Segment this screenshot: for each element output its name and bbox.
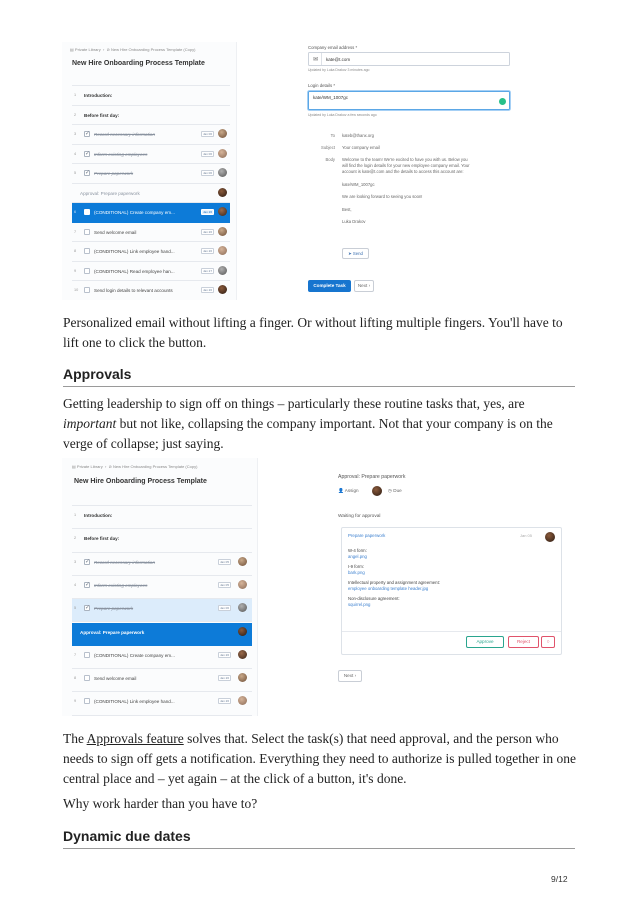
task-number: 6 <box>74 210 77 214</box>
user-icon: 👤 <box>338 488 344 493</box>
task-list <box>72 505 252 716</box>
task-number: 8 <box>74 676 77 681</box>
mail-body-line: Luka Drakov <box>342 218 366 224</box>
task-row[interactable] <box>72 576 252 599</box>
task-checkbox[interactable] <box>84 652 90 658</box>
card-date: Jan 05 <box>520 533 533 538</box>
chevron-right-icon: › <box>368 283 371 288</box>
page-number: 9/12 <box>551 874 568 884</box>
assignee-avatar <box>372 486 382 496</box>
send-icon: ➤ <box>348 251 352 256</box>
task-row[interactable] <box>72 623 252 646</box>
form-item-file-link[interactable]: employee onboarding template header.jpg <box>348 586 429 591</box>
form-item-label: Non-disclosure agreement: <box>348 596 400 601</box>
login-field[interactable] <box>308 91 510 110</box>
paragraph-email: Personalized email without lifting a finger. Or without lifting multiple fingers. You'll have to lift one to click the button. <box>63 315 563 350</box>
due-date-badge[interactable]: Jan 27 <box>202 268 212 273</box>
email-field[interactable] <box>308 52 510 66</box>
task-label: Send welcome email <box>94 676 137 682</box>
assignee-avatar <box>238 580 247 589</box>
task-checkbox[interactable] <box>84 698 90 704</box>
task-number: 2 <box>74 112 77 117</box>
breadcrumb: ▤ Private Library › ⊘ New Hire Onboarding Process Template (Copy) <box>72 464 198 469</box>
task-checkbox[interactable] <box>84 582 90 588</box>
form-item-file-link[interactable]: bark.png <box>348 570 365 575</box>
task-number: 4 <box>74 151 77 156</box>
task-label: Inform existing employees <box>94 151 148 157</box>
task-number: 7 <box>74 229 77 234</box>
due-control[interactable]: ◷ Due <box>388 488 402 493</box>
assignee-avatar <box>238 603 247 612</box>
due-date-badge[interactable]: Jan 06 <box>219 606 229 611</box>
assignee-avatar <box>218 168 227 177</box>
task-checkbox[interactable] <box>84 170 90 176</box>
task-label: Before first day: <box>84 112 120 118</box>
due-date-badge[interactable]: Jan 06 <box>202 151 212 156</box>
task-checkbox[interactable] <box>84 151 90 157</box>
form-item-file-link[interactable]: squirrel.png <box>348 602 371 607</box>
task-label: Send welcome email <box>94 229 137 235</box>
breadcrumb: ▤ Private Library › ⊘ New Hire Onboarding Process Template (Copy) <box>70 47 196 52</box>
task-label: Introduction: <box>84 93 113 98</box>
task-checkbox[interactable] <box>84 268 90 274</box>
task-label: Before first day: <box>84 536 120 542</box>
screenshot-approvals <box>62 458 567 716</box>
mail-body-line: account is kate@t.com and the details to access this account are: <box>342 169 464 175</box>
task-row[interactable] <box>72 646 252 669</box>
assignee-avatar <box>218 149 227 158</box>
mail-body <box>342 157 512 225</box>
task-number: 3 <box>74 559 77 564</box>
due-date-badge[interactable]: Jan 26 <box>219 676 229 681</box>
breadcrumb-template[interactable]: New Hire Onboarding Process Template (Copy) <box>111 47 196 52</box>
form-item-label: W-4 form: <box>348 548 367 553</box>
task-row[interactable] <box>72 669 252 692</box>
due-date-badge[interactable]: Jan 05 <box>219 559 229 564</box>
task-row[interactable] <box>72 262 230 282</box>
task-checkbox[interactable] <box>84 209 90 215</box>
login-value: kate/WM_1007gc <box>313 95 349 100</box>
clock-icon: ◷ <box>388 488 393 493</box>
task-number: 5 <box>74 606 77 611</box>
due-date-badge[interactable]: Jan 26 <box>219 652 229 657</box>
task-row[interactable] <box>72 506 252 529</box>
task-row[interactable] <box>72 692 252 715</box>
card-form-items <box>348 543 548 607</box>
task-row[interactable] <box>72 203 230 223</box>
task-row[interactable] <box>72 145 230 165</box>
chevron-right-icon: › <box>354 673 357 678</box>
due-date-badge[interactable]: Jan 06 <box>202 132 212 136</box>
mail-subject-label: Subject <box>321 145 335 150</box>
task-number: 2 <box>74 536 77 541</box>
next-button[interactable]: Next › <box>354 280 374 292</box>
comment-icon: ○ <box>546 639 550 645</box>
heading-dynamic-due-dates: Dynamic due dates <box>63 828 191 844</box>
assignee-avatar <box>238 557 247 566</box>
task-number: 9 <box>74 699 77 704</box>
assignee-avatar <box>218 129 227 138</box>
card-avatar <box>545 532 555 542</box>
waiting-label: Waiting for approval <box>338 514 381 519</box>
divider <box>63 386 575 387</box>
task-label: Prepare paperwork <box>94 606 134 612</box>
complete-task-button[interactable]: Complete Task <box>308 280 351 292</box>
assign-control[interactable]: 👤 Assign <box>338 488 359 493</box>
task-checkbox[interactable] <box>84 559 90 565</box>
approval-title: Approval: Prepare paperwork <box>338 474 406 480</box>
assignee-avatar <box>218 207 227 216</box>
task-label: (CONDITIONAL) Create company em... <box>94 210 175 215</box>
task-checkbox[interactable] <box>84 605 90 611</box>
card-task-link[interactable]: Prepare paperwork <box>348 533 386 538</box>
task-checkbox[interactable] <box>84 131 90 137</box>
grammar-check-icon <box>499 98 506 105</box>
task-number: 4 <box>74 582 77 587</box>
approval-card <box>341 527 562 655</box>
task-checkbox[interactable] <box>84 675 90 681</box>
assignee-avatar <box>218 285 227 294</box>
form-item-file-link[interactable]: angel.png <box>348 554 367 559</box>
paragraph-approvals-feature: The Approvals feature solves that. Select the task(s) that need approval, and the person who needs to sign off gets a notification. Everything they need to authorize is pulled together in one central place and – yet again – at the click of a button, it's done. <box>63 731 576 786</box>
mail-body-line: Best, <box>342 206 352 212</box>
task-label: Prepare paperwork <box>94 171 134 176</box>
task-number: 5 <box>74 171 77 175</box>
assignee-avatar <box>218 188 227 197</box>
template-title: New Hire Onboarding Process Template <box>72 60 205 67</box>
task-checkbox[interactable] <box>84 248 90 254</box>
task-list-panel <box>62 42 237 300</box>
due-date-badge[interactable]: Jan 26 <box>202 229 212 234</box>
mail-body-line: kate/WM_1007gc <box>342 181 375 187</box>
assignee-avatar <box>218 227 227 236</box>
due-date-badge[interactable]: Jan 26 <box>202 210 212 214</box>
template-title: New Hire Onboarding Process Template <box>74 478 207 485</box>
mail-subject-value: Your company email <box>342 145 380 150</box>
due-date-badge[interactable]: Jan 26 <box>202 249 212 253</box>
task-label: Approval: Prepare paperwork <box>80 629 145 635</box>
breadcrumb-library[interactable]: Private Library <box>76 464 103 469</box>
breadcrumb-template[interactable]: New Hire Onboarding Process Template (Copy) <box>113 464 198 469</box>
task-number: 1 <box>74 93 77 97</box>
task-row[interactable] <box>72 106 230 126</box>
approvals-feature-link[interactable]: Approvals feature <box>86 731 184 746</box>
mail-body-line: will find the login details for your new employee company email. Your <box>342 163 470 169</box>
task-row[interactable] <box>72 223 230 243</box>
assignee-avatar <box>238 673 247 682</box>
mail-body-line: Welcome to the team! We're excited to have you with us. Below you <box>342 157 468 162</box>
emphasis-important: important <box>63 416 117 431</box>
task-label: (CONDITIONAL) Create company em... <box>94 652 175 658</box>
task-number: 1 <box>74 513 77 517</box>
next-button[interactable]: Next › <box>338 670 362 682</box>
due-date-badge[interactable]: Jan 26 <box>202 288 212 292</box>
link-icon: ⊘ <box>106 47 110 52</box>
assignee-avatar <box>238 627 247 636</box>
task-number: 10 <box>74 288 79 292</box>
mail-to-label: To <box>330 133 335 138</box>
email-value: kate@t.com <box>326 56 351 62</box>
task-number: 7 <box>74 652 77 657</box>
reject-button[interactable]: Reject <box>508 636 539 648</box>
task-checkbox[interactable] <box>84 287 90 293</box>
task-label: Record necessary information <box>94 559 156 565</box>
library-icon: ▤ <box>70 47 74 52</box>
approve-button[interactable]: Approve <box>466 636 504 648</box>
task-label: Send login details to relevant accounts <box>94 288 173 293</box>
task-label: (CONDITIONAL) Link employee hand... <box>94 699 175 705</box>
library-icon: ▤ <box>72 464 76 469</box>
mail-to-value: kateb@thanx.org <box>342 133 374 138</box>
assignee-avatar <box>218 266 227 275</box>
task-row[interactable] <box>72 599 252 622</box>
task-row[interactable] <box>72 184 230 204</box>
email-label: Company email address * <box>308 45 358 50</box>
approval-panel <box>330 458 562 716</box>
heading-approvals: Approvals <box>63 366 132 382</box>
task-row[interactable] <box>72 553 252 576</box>
task-checkbox[interactable] <box>84 229 90 235</box>
assignee-avatar <box>238 650 247 659</box>
due-date-badge[interactable]: Jan 26 <box>219 699 229 704</box>
task-number: 9 <box>74 268 77 273</box>
send-button[interactable]: ➤ Send <box>342 248 369 259</box>
task-number: 3 <box>74 132 77 136</box>
breadcrumb-library[interactable]: Private Library <box>74 47 101 52</box>
task-row[interactable] <box>72 281 230 300</box>
task-row[interactable] <box>72 242 230 262</box>
task-row[interactable] <box>72 164 230 184</box>
assignee-avatar <box>218 246 227 255</box>
task-list-panel <box>62 458 258 716</box>
mail-body-line: We are looking forward to seeing you soon! <box>342 194 423 200</box>
task-list <box>72 85 230 300</box>
task-label: Approval: Prepare paperwork <box>80 190 140 196</box>
task-form-panel <box>306 42 516 300</box>
task-row[interactable] <box>72 125 230 145</box>
divider <box>63 848 575 849</box>
due-date-badge[interactable]: Jan 06 <box>202 171 212 175</box>
task-number: 8 <box>74 249 77 253</box>
login-updated-note: Updated by Luka Drakov a few seconds ago <box>308 113 377 117</box>
screenshot-checklist-email <box>62 42 522 300</box>
comment-button[interactable] <box>541 636 555 648</box>
mail-body-label: Body <box>325 157 335 162</box>
task-row[interactable] <box>72 86 230 106</box>
link-icon: ⊘ <box>108 464 112 469</box>
mail-icon: ✉ <box>313 57 319 63</box>
paragraph-approvals: Getting leadership to sign off on things – particularly these routine tasks that, yes, are important but not like, collapsing the company important. Not that your company is on the verge of collapse; just saying. <box>63 396 553 451</box>
task-row[interactable] <box>72 529 252 552</box>
assignee-avatar <box>238 696 247 705</box>
login-label: Login details * <box>308 83 335 88</box>
task-label: Inform existing employees <box>94 582 148 588</box>
task-label: (CONDITIONAL) Link employee hand... <box>94 249 175 254</box>
form-item-label: I-9 form: <box>348 564 364 569</box>
task-label: Introduction: <box>84 513 113 518</box>
paragraph-work-harder: Why work harder than you have to? <box>63 796 258 811</box>
form-item-label: Intellectual property and assignment agreement: <box>348 580 440 585</box>
due-date-badge[interactable]: Jan 05 <box>219 582 229 587</box>
email-updated-note: Updated by Luka Drakov 3 minutes ago <box>308 68 370 72</box>
task-label: (CONDITIONAL) Read employee han... <box>94 268 175 274</box>
task-label: Record necessary information <box>94 132 156 137</box>
